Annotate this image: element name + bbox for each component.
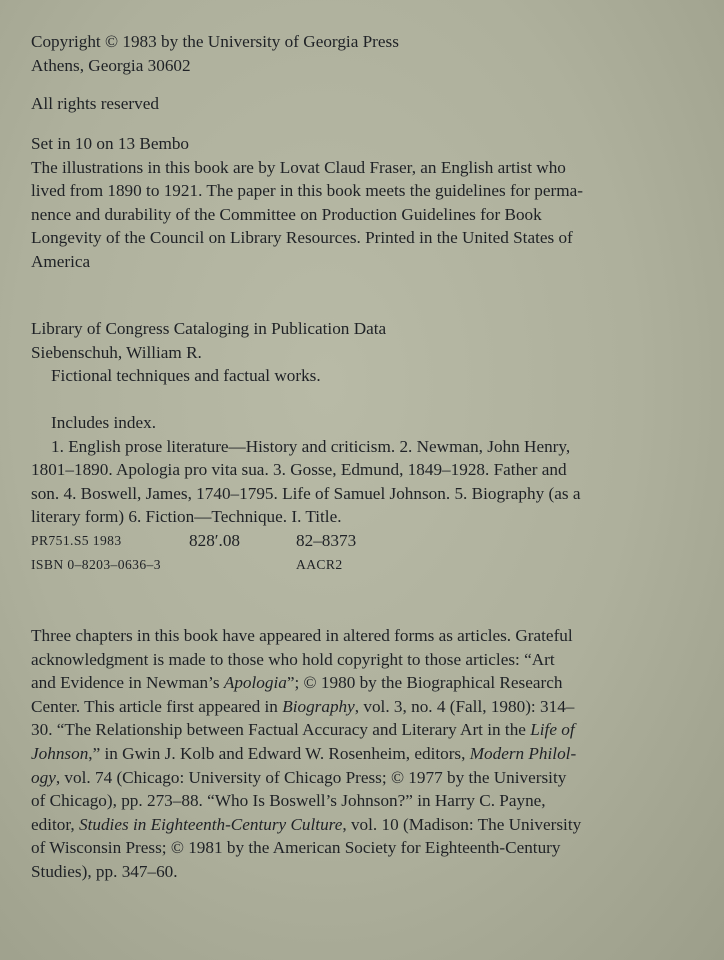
production-line: nence and durability of the Committee on Production Guidelines for Book [31,204,542,224]
ack-text: editor, [31,814,79,834]
copyright-block [31,30,711,77]
ack-title: Life of [530,720,575,740]
cip-includes: Includes index. [51,413,157,432]
ack-line: of Chicago), pp. 273–88. “Who Is Boswell’s Johnson?” in Harry C. Payne, [31,791,546,811]
ack-text: and Evidence in Newman’s [31,673,224,693]
cip-details [31,411,711,577]
ack-text: ”; © 1980 by the Biographical Research [286,673,563,693]
ack-text: , vol. 3, no. 4 (Fall, 1980): 314– [354,696,575,716]
cip-block [31,317,711,388]
cip-subject-line: literary form) 6. Fiction—Technique. I. Title. [31,507,342,527]
acknowledgment-block [31,624,711,884]
ack-line: of Wisconsin Press; © 1981 by the American Society for Eighteenth-Century [31,838,561,858]
cip-subject-line: 1. English prose literature—History and criticism. 2. Newman, John Henry, [51,436,571,456]
ack-line [31,718,711,742]
production-line: America [31,251,91,271]
ack-title: Johnson [31,743,89,763]
production-block [31,132,711,274]
aacr: AACR2 [296,556,343,572]
cip-isbn-row [31,553,711,577]
production-line: Longevity of the Council on Library Resources. Printed in the United States of [31,228,573,248]
ack-title: Biography [282,696,355,716]
typeset-note: Set in 10 on 13 Bembo [31,134,190,153]
production-line: lived from 1890 to 1921. The paper in this book meets the guidelines for perma- [31,181,583,201]
rights-reserved: All rights reserved [31,94,159,113]
ack-text: , vol. 10 (Madison: The University [342,814,582,834]
ack-text: , vol. 74 (Chicago: University of Chicago Press; © 1977 by the University [55,767,567,787]
ack-line [31,766,711,790]
ack-line [31,695,711,719]
ack-text: Center. This article first appeared in [31,696,283,716]
ack-title: Studies in Eighteenth-Century Culture [79,814,343,834]
ack-text: 30. “The Relationship between Factual Accuracy and Literary Art in the [31,720,531,740]
dewey-number: 828′.08 [189,530,241,550]
cip-subject-line: 1801–1890. Apologia pro vita sua. 3. Gosse, Edmund, 1849–1928. Father and [31,460,567,480]
ack-line: Three chapters in this book have appeared in altered forms as articles. Grateful [31,626,573,645]
cip-subject-line: son. 4. Boswell, James, 1740–1795. Life of Samuel Johnson. 5. Biography (as a [31,483,581,503]
ack-title: Apologia [223,673,287,693]
ack-line [31,813,711,837]
ack-title: ogy [31,767,56,787]
cip-heading: Library of Congress Cataloging in Publication Data [31,319,387,338]
publisher-address: Athens, Georgia 30602 [31,55,191,75]
lccn: 82–8373 [296,530,357,550]
cip-classification-row [31,529,711,553]
ack-line: Studies), pp. 347–60. [31,861,178,881]
isbn: ISBN 0–8203–0636–3 [31,556,161,572]
ack-line: acknowledgment is made to those who hold copyright to those articles: “Art [31,649,555,669]
copyright-line: Copyright © 1983 by the University of Georgia Press [31,32,399,51]
ack-line [31,671,711,695]
cip-title: Fictional techniques and factual works. [51,366,321,386]
cip-author: Siebenschuh, William R. [31,342,202,362]
ack-text: ,” in Gwin J. Kolb and Edward W. Rosenheim, editors, [88,743,470,763]
call-number: PR751.S5 1983 [31,532,122,548]
ack-title: Modern Philol- [469,743,577,763]
ack-line [31,742,711,766]
production-line: The illustrations in this book are by Lovat Claud Fraser, an English artist who [31,157,566,177]
rights-block [31,92,711,116]
